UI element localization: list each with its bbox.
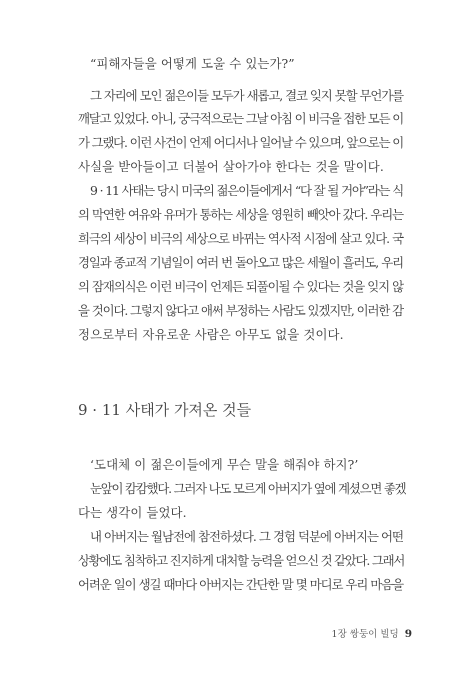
- paragraph-line: 9 · 11 사태는 당시 미국의 젊은이들에게서 “다 잘 될 거야”라는 식: [90, 183, 403, 198]
- paragraph-line: 다는 생각이 들었다.: [78, 505, 187, 520]
- paragraph-line: 의 잠재의식은 이런 비극이 언제든 되풀이될 수 있다는 것을 잊지 않: [78, 279, 403, 294]
- paragraph-line: ‘도대체 이 젊은이들에게 무슨 말을 해줘야 하지?’: [90, 457, 359, 472]
- paragraph-line: 경일과 종교적 기념일이 여러 번 돌아오고 많은 세월이 흘러도, 우리: [78, 255, 403, 270]
- chapter-title: 1장 쌍둥이 빌딩: [331, 629, 399, 640]
- paragraph-line: 내 아버지는 월남전에 참전하셨다. 그 경험 덕분에 아버지는 어떤: [90, 529, 403, 544]
- paragraph-line: 상황에도 침착하고 진지하게 대처할 능력을 얻으신 것 같았다. 그래서: [78, 553, 405, 568]
- paragraph-line: 가 그랬다. 이런 사건이 언제 어디서나 일어날 수 있으며, 앞으로는 이: [78, 135, 403, 150]
- paragraph-line: 을 것이다. 그렇지 않다고 애써 부정하는 사람도 있겠지만, 이러한 감: [78, 303, 403, 318]
- page-number: 9: [404, 628, 412, 640]
- paragraph-line: 깨달고 있었다. 아니, 궁극적으로는 그날 아침 이 비극을 접한 모든 이: [78, 111, 403, 126]
- paragraph-line: 사실을 받아들이고 더불어 살아가야 한다는 것을 말이다.: [78, 159, 384, 174]
- paragraph-line: 그 자리에 모인 젊은이들 모두가 새롭고, 결코 잊지 못할 무언가를: [90, 88, 403, 103]
- page-footer: [332, 626, 412, 640]
- section-heading: 9 · 11 사태가 가져온 것들: [78, 401, 252, 419]
- paragraph-line: 희극의 세상이 비극의 세상으로 바뀌는 역사적 시점에 살고 있다. 국: [78, 231, 403, 246]
- paragraph-line: 어려운 일이 생길 때마다 아버지는 간단한 말 몇 마디로 우리 마음을: [78, 577, 403, 592]
- paragraph-line: 의 막연한 여유와 유머가 통하는 세상을 영원히 빼앗아 갔다. 우리는: [78, 207, 403, 222]
- paragraph-line: 눈앞이 캄캄했다. 그러자 나도 모르게 아버지가 옆에 계셨으면 좋겠: [90, 481, 406, 496]
- paragraph-line: “피해자들을 어떻게 도울 수 있는가?”: [90, 56, 295, 71]
- paragraph-line: 정으로부터 자유로운 사람은 아무도 없을 것이다.: [78, 327, 344, 342]
